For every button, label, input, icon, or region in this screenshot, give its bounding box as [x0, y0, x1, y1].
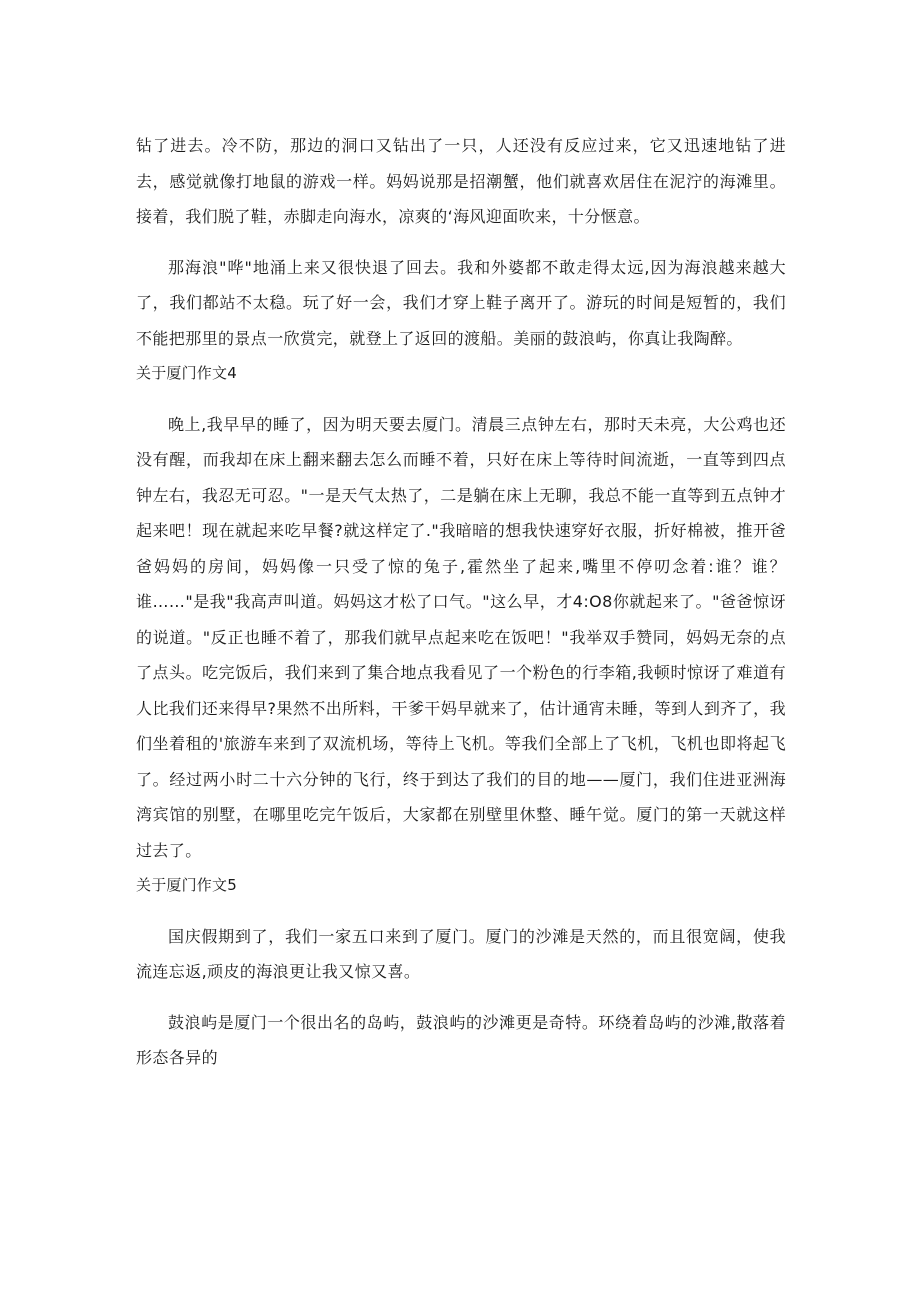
section-heading-4: 关于厦门作文4: [136, 364, 237, 382]
paragraph-gulangyu-beach: 鼓浪屿是厦门一个很出名的岛屿，鼓浪屿的沙滩更是奇特。环绕着岛屿的沙滩,散落着形态各异的: [136, 1012, 786, 1067]
paragraph-waves: 那海浪"哗"地涌上来又很快退了回去。我和外婆都不敢走得太远,因为海浪越来越大了，我们都站不太稳。玩了好一会，我们才穿上鞋子离开了。游玩的时间是短暂的，我们不能把那里的景点一欣赏完，就登上了返回的渡船。美丽的鼓浪屿，你真让我陶醉。: [136, 257, 786, 348]
paragraph-national-holiday: 国庆假期到了，我们一家五口来到了厦门。厦门的沙滩是天然的，而且很宽阔，使我流连忘返,顽皮的海浪更让我又惊又喜。: [136, 926, 786, 981]
paragraph-early-morning: 晚上,我早早的睡了，因为明天要去厦门。清晨三点钟左右，那时天未亮，大公鸡也还没有醒，而我却在床上翻来翻去怎么而睡不着，只好在床上等待时间流逝，一直等到四点钟左右，我忍无可忍。"一是天气太热了，二是躺在床上无聊，我总不能一直等到五点钟才起来吧！现在就起来吃早餐?就这样定了."我暗暗的想我快速穿好衣服，折好棉被，推开爸爸妈妈的房间，妈妈像一只受了惊的兔子,霍然坐了起来,嘴里不停叨念着:谁？谁？谁……"是我"我高声叫道。妈妈这才松了口气。"这么早，才4:O8你就起来了。"爸爸惊讶的说道。"反正也睡不着了，那我们就早点起来吃在饭吧！"我举双手赞同，妈妈无奈的点了点头。吃完饭后，我们来到了集合地点我看见了一个粉色的行李箱,我顿时惊讶了难道有人比我们还来得早?果然不出所料，干爹干妈早就来了，估计通宵未睡，等到人到齐了，我们坐着租的'旅游车来到了双流机场，等待上飞机。等我们全部上了飞机，飞机也即将起飞了。经过两小时二十六分钟的飞行，终于到达了我们的目的地——厦门，我们住进亚洲海湾宾馆的别墅，在哪里吃完午饭后，大家都在别壁里休整、睡午觉。厦门的第一天就这样过去了。: [136, 414, 786, 860]
document-page: [136, 128, 786, 1076]
section-heading-5: 关于厦门作文5: [136, 876, 237, 894]
paragraph-continued-crab: 钻了进去。冷不防，那边的洞口又钻出了一只，人还没有反应过来，它又迅速地钻了进去，感觉就像打地鼠的游戏一样。妈妈说那是招潮蟹，他们就喜欢居住在泥泞的海滩里。接着，我们脱了鞋，赤脚走向海水，凉爽的‘海风迎面吹来，十分惬意。: [136, 136, 786, 226]
